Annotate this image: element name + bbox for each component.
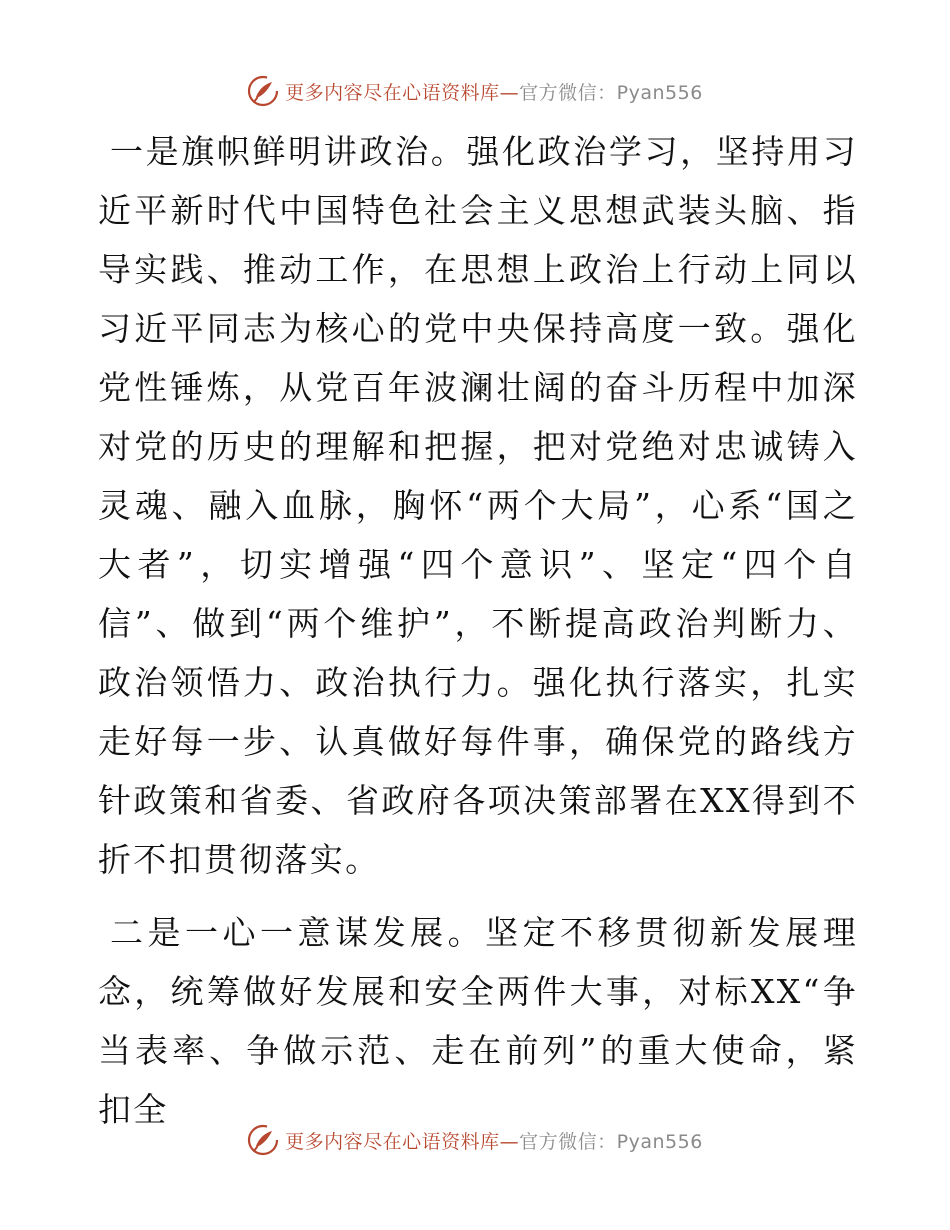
header-banner <box>0 71 950 111</box>
footer-banner <box>0 1120 950 1160</box>
paragraph-development: 二是一心一意谋发展。坚定不移贯彻新发展理念，统筹做好发展和安全两件大事，对标XX“争当表率、争做示范、走在前列”的重大使命，紧扣全 <box>98 913 858 1129</box>
footer-wechat-id: 官方微信：Pyan556 <box>519 1130 703 1153</box>
document-body <box>98 122 858 1139</box>
header-wechat-id: 官方微信：Pyan556 <box>519 81 703 104</box>
footer-banner-text: 更多内容尽在心语资料库—官方微信：Pyan556 <box>285 1130 703 1153</box>
pen-leaf-icon <box>247 75 279 107</box>
pen-leaf-icon <box>247 1124 279 1156</box>
paragraph-politics: 一是旗帜鲜明讲政治。强化政治学习，坚持用习近平新时代中国特色社会主义思想武装头脑、指导实践、推动工作，在思想上政治上行动上同以习近平同志为核心的党中央保持高度一致。强化党性锤炼，从党百年波澜壮阔的奋斗历程中加深对党的历史的理解和把握，把对党绝对忠诚铸入灵魂、融入血脉，胸怀“两个大局”，心系“国之大者”，切实增强“四个意识”、坚定“四个自信”、做到“两个维护”，不断提高政治判断力、政治领悟力、政治执行力。强化执行落实，扎实走好每一步、认真做好每件事，确保党的路线方针政策和省委、省政府各项决策部署在XX得到不折不扣贯彻落实。 <box>98 132 858 879</box>
header-banner-text: 更多内容尽在心语资料库—官方微信：Pyan556 <box>285 81 703 104</box>
